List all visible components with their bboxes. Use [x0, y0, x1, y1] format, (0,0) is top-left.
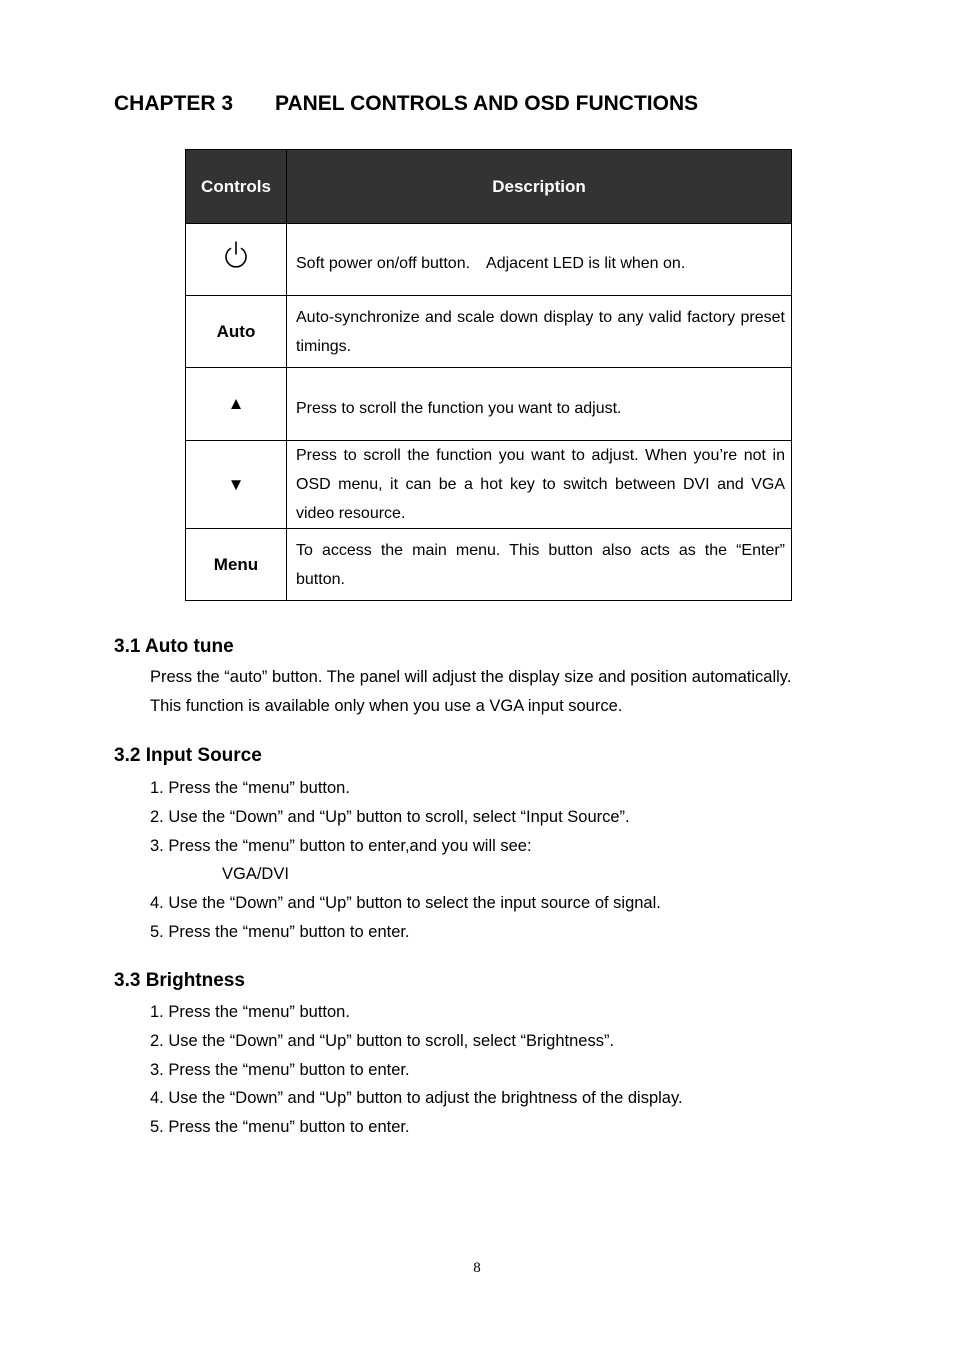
paragraph-line: This function is available only when you use a VGA input source.: [150, 697, 623, 715]
table-row: [186, 441, 792, 529]
power-control-cell: [186, 224, 287, 296]
paragraph-line: Press the “auto” button. The panel will adjust the display size and position automatically.: [150, 668, 792, 686]
list-item: 3. Press the “menu” button to enter.: [150, 1060, 410, 1079]
power-icon: [223, 240, 249, 270]
table-cell-description: Press to scroll the function you want to adjust.: [287, 368, 792, 441]
list-item: 2. Use the “Down” and “Up” button to scroll, select “Brightness”.: [150, 1031, 615, 1050]
table-row: [186, 224, 792, 296]
controls-header: Controls: [186, 150, 287, 224]
list-item: 1. Press the “menu” button.: [150, 1003, 350, 1021]
table-cell-control: ▼: [186, 441, 287, 529]
table-header-row: [186, 150, 792, 224]
section-heading: 3.1 Auto tune: [114, 636, 234, 657]
table-cell-control: ▲: [186, 368, 287, 441]
description-header: Description: [287, 150, 792, 224]
page-number: 8: [473, 1260, 481, 1276]
chapter-title: PANEL CONTROLS AND OSD FUNCTIONS: [275, 92, 699, 115]
list-item: VGA/DVI: [222, 865, 289, 884]
controls-table: [185, 149, 792, 601]
table-cell-control: Auto: [186, 296, 287, 368]
section-heading: 3.3 Brightness: [114, 970, 245, 991]
table-row: [186, 368, 792, 441]
list-item: 5. Press the “menu” button to enter.: [150, 922, 410, 941]
list-item: 2. Use the “Down” and “Up” button to scroll, select “Input Source”.: [150, 807, 630, 826]
table-row: [186, 296, 792, 368]
list-item: 1. Press the “menu” button.: [150, 779, 350, 797]
section-heading: 3.2 Input Source: [114, 745, 262, 766]
table-cell-description: To access the main menu. This button also acts as the “Enter” button.: [287, 529, 792, 601]
steps-list: [150, 998, 683, 1142]
table-cell-description: Soft power on/off button. Adjacent LED is lit when on.: [287, 224, 792, 296]
list-item: 4. Use the “Down” and “Up” button to select the input source of signal.: [150, 894, 661, 913]
list-item: 4. Use the “Down” and “Up” button to adjust the brightness of the display.: [150, 1089, 683, 1108]
list-item: 5. Press the “menu” button to enter.: [150, 1118, 410, 1137]
chapter-number: CHAPTER 3: [114, 92, 234, 115]
table-cell-description: Press to scroll the function you want to adjust. When you’re not in OSD menu, it can be a hot key to switch between DVI and VGA video resource.: [287, 441, 792, 529]
chapter-heading: [114, 92, 698, 116]
table-row: [186, 529, 792, 601]
table-cell-control: Menu: [186, 529, 287, 601]
table-cell-description: Auto-synchronize and scale down display to any valid factory preset timings.: [287, 296, 792, 368]
paragraph: [150, 663, 791, 721]
steps-list: [150, 774, 661, 947]
list-item: 3. Press the “menu” button to enter,and you will see:: [150, 836, 532, 855]
